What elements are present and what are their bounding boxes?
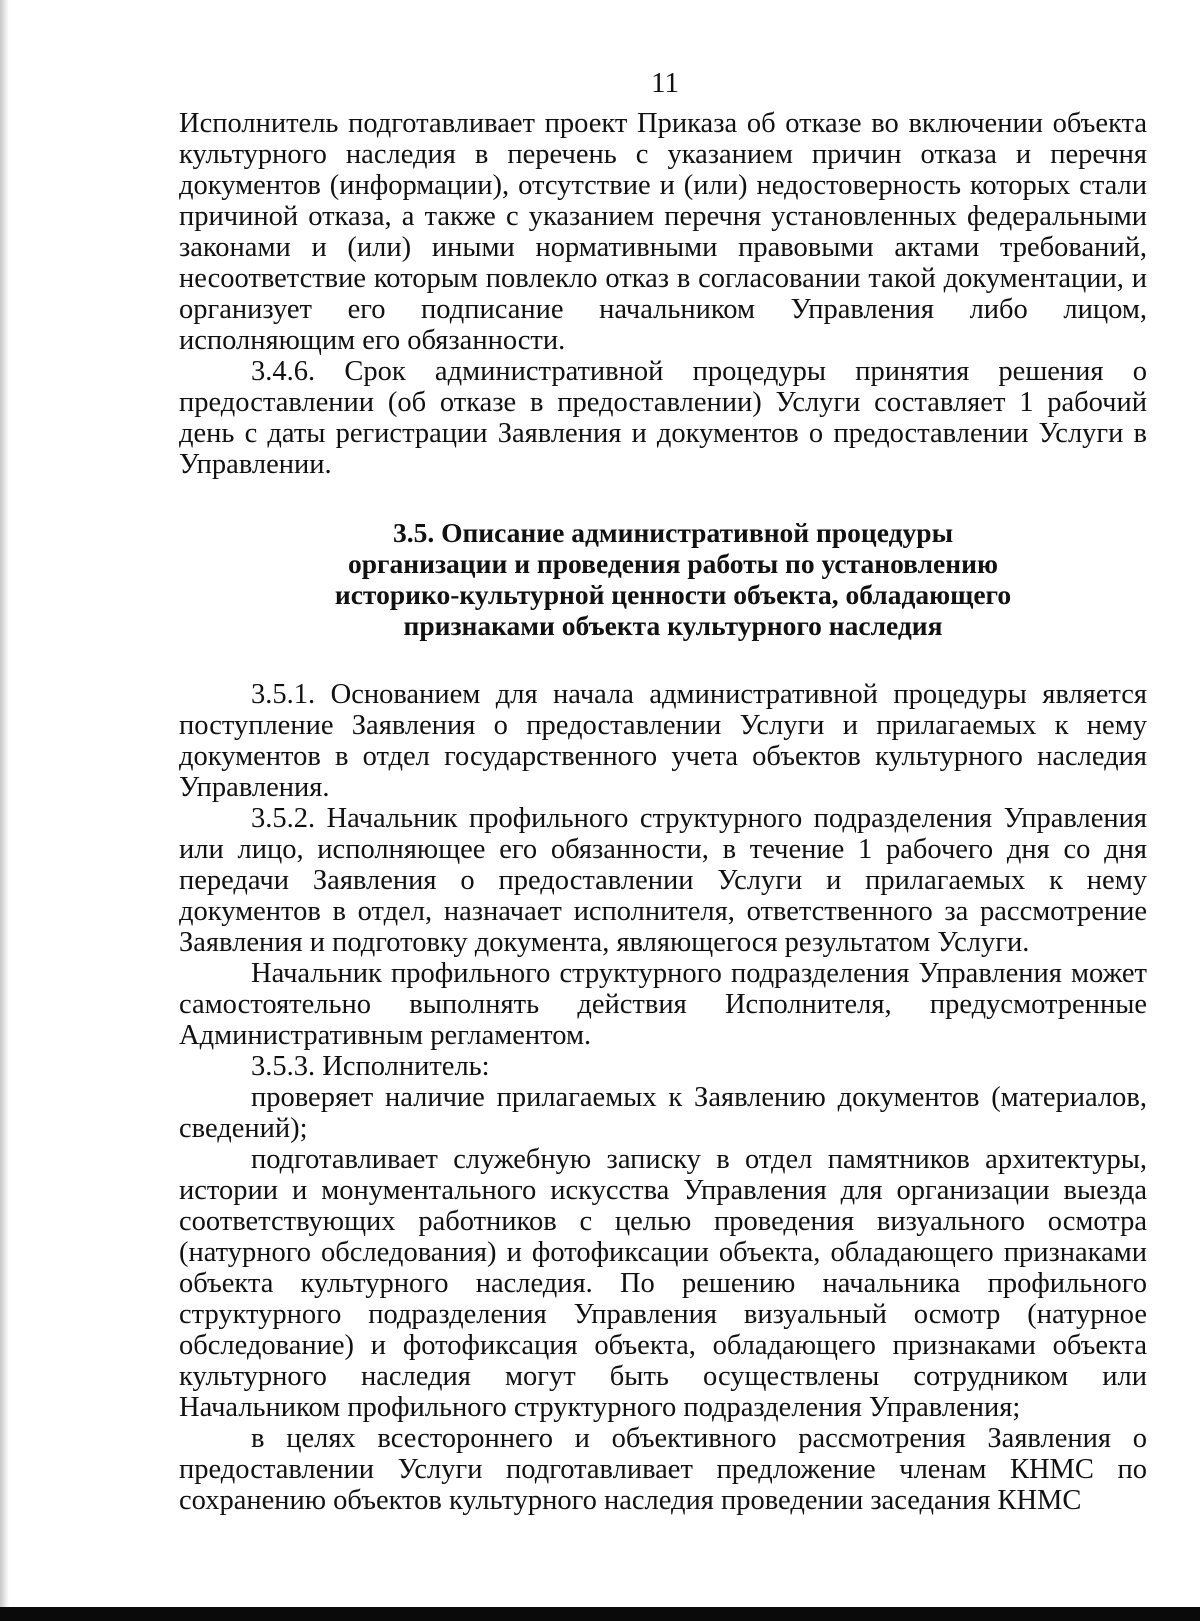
paragraph-3-5-2: 3.5.2. Начальник профильного структурного подразделения Управления или лицо, исполняющее его обязанности, в течение 1 рабочего дня со дня передачи Заявления о предоставлении Услуги и прилагаемых к нему документов в отдел, назначает исполнителя, ответственного за рассмотрение Заявления и подготовку документа, являющегося результатом Услуги. [179,803,1147,958]
scan-edge-left [0,0,9,1621]
paragraph-executor-refusal-order: Исполнитель подготавливает проект Приказа об отказе во включении объекта культурного наследия в перечень с указанием причин отказа и перечня документов (информации), отсутствие и (или) недостоверность которых стали причиной отказа, а также с указанием перечня установленных федеральными законами и (или) иными нормативными правовыми актами требований, несоответствие которым повлекло отказ в согласовании такой документации, и организует его подписание начальником Управления либо лицом, исполняющим его обязанности. [179,108,1147,356]
paragraph-3-5-3: 3.5.3. Исполнитель: [251,1051,490,1082]
paragraph-head-may-act: Начальник профильного структурного подразделения Управления может самостоятельно выполнять действия Исполнителя, предусмотренные Административным регламентом. [179,958,1147,1051]
document-body [179,108,1147,1516]
section-heading-line-3: историко-культурной ценности объекта, обладающего [334,579,1012,610]
section-heading-3-5 [179,517,1147,641]
paragraph-3-5-1: 3.5.1. Основанием для начала административной процедуры является поступление Заявления о предоставлении Услуги и прилагаемых к нему документов в отдел государственного учета объектов культурного наследия Управления. [179,679,1147,803]
section-heading-line-2: организации и проведения работы по установлению [348,548,998,579]
page-number: 11 [651,67,679,99]
paragraph-3-4-6: 3.4.6. Срок административной процедуры принятия решения о предоставлении (об отказе в предоставлении) Услуги составляет 1 рабочий день с даты регистрации Заявления и документов о предоставлении Услуги в Управлении. [179,356,1147,480]
paragraph-knms-proposal: в целях всестороннего и объективного рассмотрения Заявления о предоставлении Услуги подготавливает предложение членам КНМС по сохранению объектов культурного наследия проведении заседания КНМС [179,1423,1147,1516]
section-heading-line-4: признаками объекта культурного наследия [403,610,943,641]
paragraph-service-note: подготавливает служебную записку в отдел памятников архитектуры, истории и монументального искусства Управления для организации выезда соответствующих работников с целью проведения визуального осмотра (натурного обследования) и фотофиксации объекта, обладающего признаками объекта культурного наследия. По решению начальника профильного структурного подразделения Управления визуальный осмотр (натурное обследование) и фотофиксация объекта, обладающего признаками объекта культурного наследия могут быть осуществлены сотрудником или Начальником профильного структурного подразделения Управления; [179,1144,1147,1423]
section-heading-line-1: 3.5. Описание административной процедуры [392,517,954,548]
paragraph-checks-documents: проверяет наличие прилагаемых к Заявлению документов (материалов, сведений); [179,1082,1147,1144]
scan-edge-bottom [0,1607,1200,1621]
